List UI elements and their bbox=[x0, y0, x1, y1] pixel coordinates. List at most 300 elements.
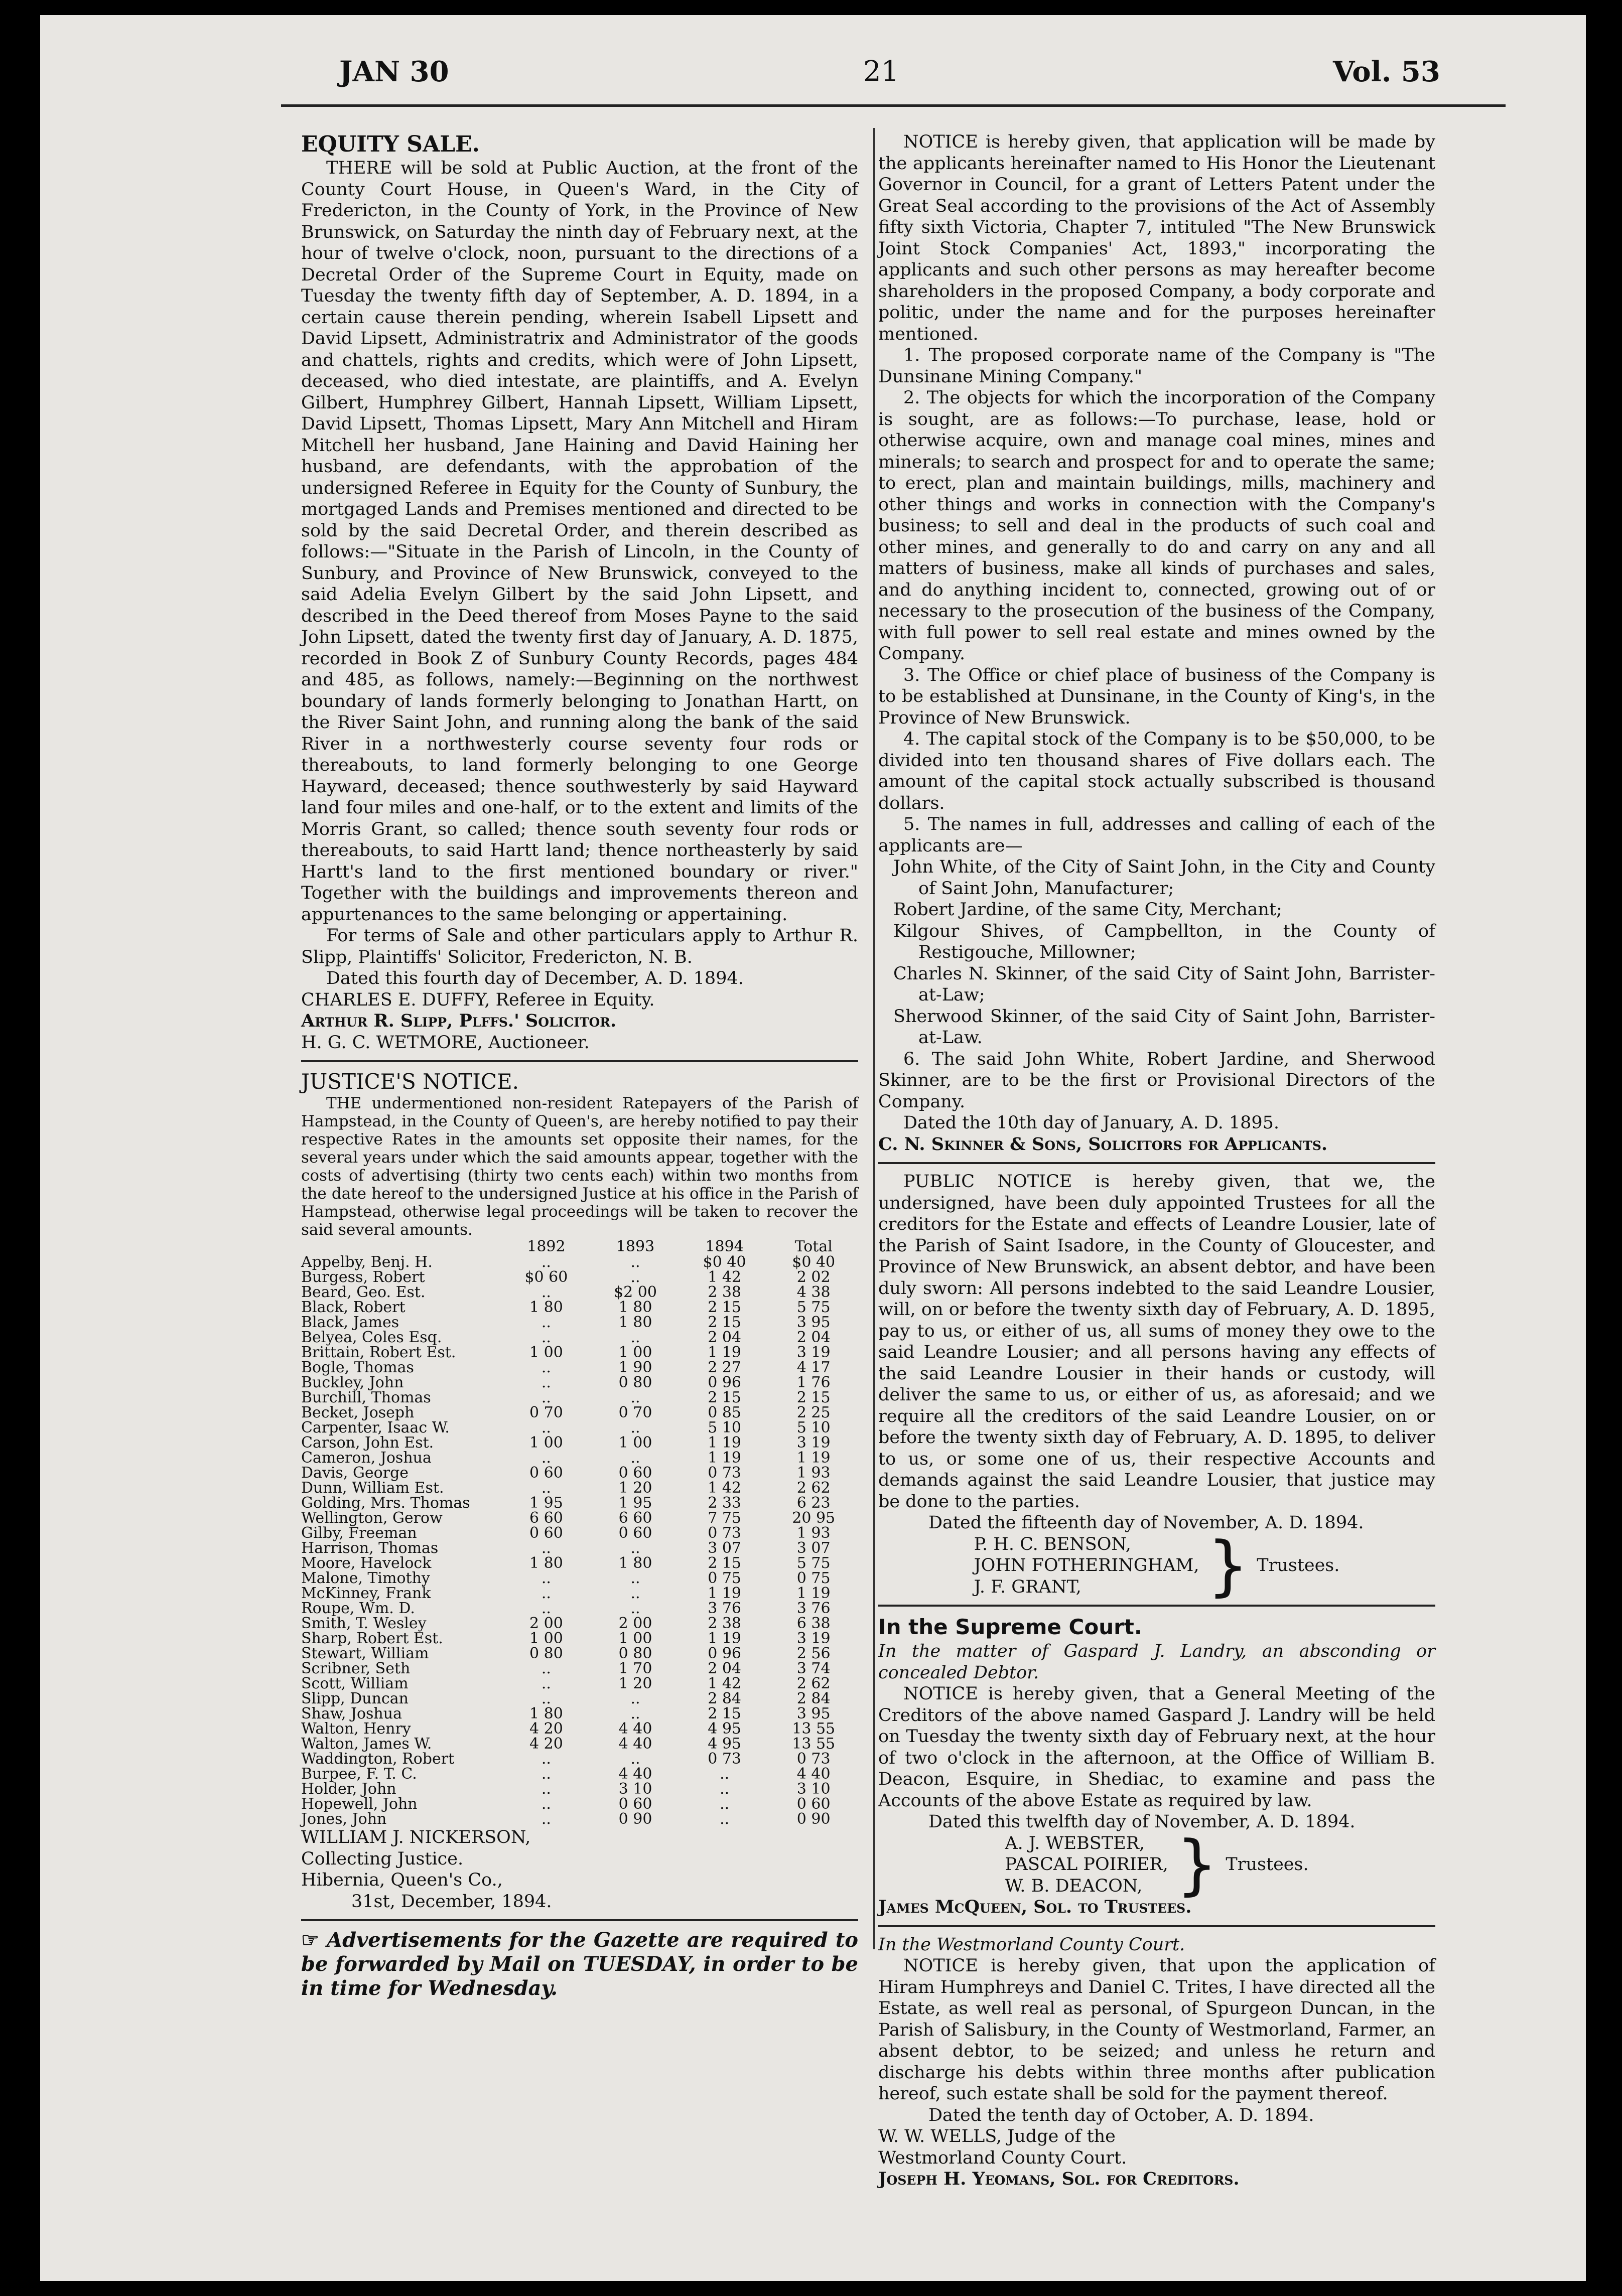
rate-amount: $2 00 bbox=[614, 1283, 657, 1301]
supreme-court-body: NOTICE is hereby given, that a General Meeting of the Creditors of the above named Gaspard J. Landry will be held on Tuesday the twenty sixth day of February next, at the hour of two o'clock in the afternoon, at the Office of William B. Deacon, Esquire, in Shediac, to examine and pass the Accounts of the above Estate as required by law. bbox=[878, 1684, 1435, 1811]
rate-amount: 5 10 bbox=[796, 1419, 831, 1437]
ratepayer-name: Buckley, John bbox=[301, 1374, 404, 1391]
equity-sale-solicitor: Arthur R. Slipp, Plffs.' Solicitor. bbox=[301, 1011, 617, 1031]
rate-amount: 1 19 bbox=[796, 1449, 831, 1467]
rate-amount: 3 76 bbox=[796, 1600, 831, 1617]
rate-amount: 7 75 bbox=[708, 1509, 741, 1527]
trustee-name: JOHN FOTHERINGHAM, bbox=[974, 1555, 1199, 1575]
justice-date: 31st, December, 1894. bbox=[351, 1891, 552, 1912]
rate-amount: .. bbox=[541, 1690, 551, 1707]
ratepayer-name: Appelby, Benj. H. bbox=[301, 1253, 433, 1271]
ratepayer-name: Brittain, Robert Est. bbox=[301, 1344, 456, 1361]
rates-row bbox=[301, 1511, 858, 1526]
rate-amount: .. bbox=[630, 1585, 640, 1602]
rate-amount: .. bbox=[630, 1419, 640, 1437]
rate-amount: 2 15 bbox=[796, 1389, 831, 1406]
ratepayer-name: Golding, Mrs. Thomas bbox=[301, 1494, 470, 1512]
rate-amount: .. bbox=[630, 1750, 640, 1768]
rates-header-1892: 1892 bbox=[527, 1238, 566, 1255]
supreme-court-solicitor: James McQueen, Sol. to Trustees. bbox=[878, 1897, 1192, 1917]
rate-amount: 0 90 bbox=[796, 1810, 831, 1828]
justice-notice bbox=[301, 1069, 858, 1912]
brace-icon: } bbox=[1176, 1826, 1218, 1903]
rate-amount: 1 90 bbox=[618, 1359, 652, 1376]
rate-amount: .. bbox=[541, 1795, 551, 1813]
rate-amount: .. bbox=[720, 1795, 730, 1813]
ratepayer-name: Burpee, F. T. C. bbox=[301, 1765, 417, 1783]
rate-amount: .. bbox=[541, 1329, 551, 1346]
ratepayer-name: Shaw, Joshua bbox=[301, 1705, 402, 1723]
trustee-name: J. F. GRANT, bbox=[974, 1576, 1082, 1597]
advertising-notice bbox=[301, 1928, 858, 2000]
ratepayer-name: Scribner, Seth bbox=[301, 1660, 411, 1677]
rate-amount: 1 00 bbox=[529, 1630, 563, 1647]
rates-row bbox=[301, 1721, 858, 1737]
rate-amount: 6 60 bbox=[618, 1509, 652, 1527]
applicant-entry: John White, of the City of Saint John, in the City and County of Saint John, Manufacturer; bbox=[893, 857, 1435, 899]
rate-amount: 2 00 bbox=[529, 1615, 563, 1632]
rate-amount: 0 96 bbox=[708, 1645, 741, 1662]
justice-signer-title: Collecting Justice. bbox=[301, 1848, 464, 1869]
rate-amount: 4 17 bbox=[796, 1359, 831, 1376]
rate-amount: .. bbox=[541, 1283, 551, 1301]
rates-row bbox=[301, 1571, 858, 1586]
rate-amount: 0 96 bbox=[708, 1374, 741, 1391]
ratepayer-name: Becket, Joseph bbox=[301, 1404, 415, 1421]
rate-amount: 2 84 bbox=[708, 1690, 741, 1707]
justice-notice-title: JUSTICE'S NOTICE. bbox=[301, 1069, 519, 1094]
rate-amount: 2 02 bbox=[796, 1268, 831, 1286]
issue-date: JAN 30 bbox=[339, 55, 449, 88]
rates-row bbox=[301, 1270, 858, 1285]
ratepayer-name: Smith, T. Wesley bbox=[301, 1615, 427, 1632]
dunsinane-intro: NOTICE is hereby given, that application will be made by the applicants hereinafter named to His Honor the Lieutenant Governor in Council, for a grant of Letters Patent under the Great Seal according to the provisions of the Act of Assembly fifty sixth Victoria, Chapter 7, intituled "The New Brunswick Joint Stock Companies' Act, 1893," incorporating the applicants and such other persons as may hereafter become shareholders in the proposed Company, a body corporate and politic, under the name and for the purposes hereinafter mentioned. bbox=[878, 132, 1435, 344]
rates-row bbox=[301, 1556, 858, 1571]
westmorland-court: Westmorland County Court. bbox=[878, 2147, 1127, 2168]
rate-amount: 4 20 bbox=[529, 1720, 563, 1738]
rates-header-row bbox=[301, 1239, 858, 1255]
rates-row bbox=[301, 1691, 858, 1706]
rate-amount: .. bbox=[630, 1705, 640, 1723]
rate-amount: .. bbox=[541, 1810, 551, 1828]
rate-amount: 0 70 bbox=[618, 1404, 652, 1421]
rate-amount: .. bbox=[541, 1359, 551, 1376]
rate-amount: 1 95 bbox=[529, 1494, 563, 1512]
rate-amount: 20 95 bbox=[792, 1509, 836, 1527]
ratepayer-name: Dunn, William Est. bbox=[301, 1479, 444, 1497]
rate-amount: 1 93 bbox=[796, 1464, 831, 1482]
rate-amount: .. bbox=[541, 1374, 551, 1391]
rate-amount: 4 40 bbox=[618, 1765, 652, 1783]
section-rule bbox=[878, 1925, 1435, 1927]
rate-amount: 4 40 bbox=[796, 1765, 831, 1783]
supreme-trustees-block bbox=[878, 1826, 1435, 1903]
rate-amount: .. bbox=[541, 1419, 551, 1437]
pointing-hand-icon: ☞ bbox=[301, 1928, 327, 1952]
equity-sale-body: THERE will be sold at Public Auction, at the front of the County Court House, in Queen's Ward, in the City of Fredericton, in the County of York, in the Province of New Brunswick, on Saturday the ninth day of February next, at the hour of twelve o'clock, noon, pursuant to the directions of a Decretal Order of the Supreme Court in Equity, made on Tuesday the twenty fifth day of September, A. D. 1894, in a certain cause therein pending, wherein Isabell Lipsett and David Lipsett, Administratrix and Administrator of the goods and chattels, rights and credits, which were of John Lipsett, deceased, who died intestate, are plaintiffs, and A. Evelyn Gilbert, Humphrey Gilbert, Hannah Lipsett, William Lipsett, David Lipsett, Thomas Lipsett, Mary Ann Mitchell and Hiram Mitchell her husband, Jane Haining and David Haining her husband, are defendants, with the approbation of the undersigned Referee in Equity for the County of Sunbury, the mortgaged Lands and Premises mentioned and directed to be sold by the said Decretal Order, and therein described as follows:—"Situate in the Parish of Lincoln, in the County of Sunbury, and Province of New Brunswick, conveyed to the said Adelia Evelyn Gilbert by the said John Lipsett, and described in the Deed thereof from Moses Payne to the said John Lipsett, dated the twenty first day of January, A. D. 1875, recorded in Book Z of Sunbury County Records, pages 484 and 485, as follows, namely:—Beginning on the northwest boundary of lands formerly belonging to Jonathan Hartt, on the River Saint John, and running along the bank of the said River in a northwesterly course seventy four rods or thereabouts, to land formerly belonging to one George Hayward, deceased; thence southwesterly by said Hayward land four miles and one-half, or to the extent and limits of the Morris Grant, so called; thence south seventy four rods or thereabouts, to said Hartt land; thence northeasterly by said Hartt's land to the first mentioned boundary or river." Together with the buildings and improvements thereon and appurtenances to the same belonging or appertaining. bbox=[301, 158, 858, 925]
rates-row bbox=[301, 1451, 858, 1466]
rate-amount: 2 38 bbox=[708, 1283, 741, 1301]
rates-row bbox=[301, 1420, 858, 1436]
rates-row bbox=[301, 1285, 858, 1300]
ratepayer-name: Roupe, Wm. D. bbox=[301, 1600, 415, 1617]
rates-row bbox=[301, 1541, 858, 1556]
ratepayer-name: Sharp, Robert Est. bbox=[301, 1630, 443, 1647]
rate-amount: 1 19 bbox=[708, 1344, 741, 1361]
rate-amount: .. bbox=[541, 1314, 551, 1331]
section-rule bbox=[878, 1162, 1435, 1164]
applicant-entry: Charles N. Skinner, of the said City of Saint John, Barrister-at-Law; bbox=[893, 963, 1435, 1005]
ratepayer-name: Bogle, Thomas bbox=[301, 1359, 414, 1376]
rate-amount: .. bbox=[630, 1690, 640, 1707]
rate-amount: 0 60 bbox=[529, 1464, 563, 1482]
ratepayer-name: Gilby, Freeman bbox=[301, 1524, 417, 1542]
rate-amount: .. bbox=[541, 1750, 551, 1768]
rates-row bbox=[301, 1586, 858, 1601]
rates-row bbox=[301, 1300, 858, 1315]
dunsinane-solicitors: C. N. Skinner & Sons, Solicitors for Applicants. bbox=[878, 1133, 1328, 1155]
rates-row bbox=[301, 1526, 858, 1541]
westmorland-dated: Dated the tenth day of October, A. D. 1894. bbox=[928, 2105, 1314, 2125]
rate-amount: .. bbox=[541, 1780, 551, 1798]
rates-row bbox=[301, 1466, 858, 1481]
rate-amount: .. bbox=[630, 1569, 640, 1587]
rates-row bbox=[301, 1706, 858, 1721]
rate-amount: .. bbox=[630, 1329, 640, 1346]
rate-amount: 2 27 bbox=[708, 1359, 741, 1376]
rate-amount: 3 10 bbox=[796, 1780, 831, 1798]
applicant-entry: Robert Jardine, of the same City, Merchant; bbox=[893, 900, 1282, 920]
rate-amount: 6 60 bbox=[529, 1509, 563, 1527]
rate-amount: 0 90 bbox=[618, 1810, 652, 1828]
right-column bbox=[878, 131, 1435, 2190]
rate-amount: .. bbox=[630, 1253, 640, 1271]
rate-amount: $0 40 bbox=[703, 1253, 746, 1271]
rate-amount: 4 38 bbox=[796, 1283, 831, 1301]
rates-row bbox=[301, 1481, 858, 1496]
ratepayer-name: Carpenter, Isaac W. bbox=[301, 1419, 450, 1437]
rate-amount: 0 60 bbox=[529, 1524, 563, 1542]
rate-amount: .. bbox=[630, 1449, 640, 1467]
ratepayer-name: Hopewell, John bbox=[301, 1795, 418, 1813]
dunsinane-item-6: 6. The said John White, Robert Jardine, and Sherwood Skinner, are to be the first or Provisional Directors of the Company. bbox=[878, 1049, 1435, 1112]
rate-amount: 0 60 bbox=[796, 1795, 831, 1813]
dunsinane-item-1: 1. The proposed corporate name of the Company is "The Dunsinane Mining Company." bbox=[878, 345, 1435, 387]
ratepayer-name: Black, Robert bbox=[301, 1299, 405, 1316]
ratepayer-name: Walton, Henry bbox=[301, 1720, 411, 1738]
trustees-label: Trustees. bbox=[1226, 1854, 1309, 1875]
ratepayer-name: Black, James bbox=[301, 1314, 399, 1331]
rate-amount: 1 19 bbox=[708, 1434, 741, 1452]
rate-amount: $0 60 bbox=[524, 1268, 568, 1286]
rate-amount: 3 95 bbox=[796, 1314, 831, 1331]
rate-amount: 1 20 bbox=[618, 1675, 652, 1692]
rates-row bbox=[301, 1737, 858, 1752]
ratepayer-name: Waddington, Robert bbox=[301, 1750, 455, 1768]
ratepayer-name: Harrison, Thomas bbox=[301, 1539, 439, 1557]
rate-amount: .. bbox=[541, 1585, 551, 1602]
rate-amount: 2 38 bbox=[708, 1615, 741, 1632]
ratepayer-name: Beard, Geo. Est. bbox=[301, 1283, 426, 1301]
westmorland-court-notice bbox=[878, 1934, 1435, 2190]
dunsinane-dated: Dated the 10th day of January, A. D. 1895. bbox=[903, 1113, 1280, 1133]
applicant-entry: Sherwood Skinner, of the said City of Saint John, Barrister-at-Law. bbox=[893, 1006, 1435, 1048]
rate-amount: 0 85 bbox=[708, 1404, 741, 1421]
rates-row bbox=[301, 1616, 858, 1631]
ratepayer-name: Davis, George bbox=[301, 1464, 409, 1482]
trustee-name: W. B. DEACON, bbox=[1005, 1876, 1143, 1896]
rate-amount: 2 84 bbox=[796, 1690, 831, 1707]
ratepayer-name: Wellington, Gerow bbox=[301, 1509, 443, 1527]
justice-signer: WILLIAM J. NICKERSON, bbox=[301, 1827, 531, 1847]
trustee-name: A. J. WEBSTER, bbox=[1005, 1833, 1145, 1853]
rates-row bbox=[301, 1330, 858, 1345]
rate-amount: .. bbox=[541, 1600, 551, 1617]
rate-amount: 2 15 bbox=[708, 1389, 741, 1406]
rate-amount: 0 80 bbox=[618, 1374, 652, 1391]
volume-number: Vol. 53 bbox=[1333, 55, 1440, 88]
rates-header-1894: 1894 bbox=[705, 1238, 744, 1255]
rate-amount: 1 80 bbox=[529, 1554, 563, 1572]
rate-amount: .. bbox=[541, 1569, 551, 1587]
rate-amount: 1 80 bbox=[618, 1314, 652, 1331]
rate-amount: 1 00 bbox=[529, 1434, 563, 1452]
rate-amount: .. bbox=[541, 1539, 551, 1557]
justice-notice-body: THE undermentioned non-resident Ratepayers of the Parish of Hampstead, in the County of Queen's, are hereby notified to pay their respective Rates in the amounts set opposite their names, for the several years under which the said amounts appear, together with the costs of advertising (thirty two cents each) within two months from the date hereof to the undersigned Justice at his office in the Parish of Hampstead, otherwise legal proceedings will be taken to recover the said several amounts. bbox=[301, 1094, 858, 1239]
rates-row bbox=[301, 1315, 858, 1330]
rate-amount: 13 55 bbox=[792, 1735, 836, 1753]
rates-row bbox=[301, 1631, 858, 1646]
rate-amount: 1 19 bbox=[708, 1630, 741, 1647]
rate-amount: 5 75 bbox=[796, 1554, 831, 1572]
rates-header-name bbox=[301, 1239, 502, 1255]
lousier-dated: Dated the fifteenth day of November, A. D. 1894. bbox=[928, 1513, 1364, 1533]
rate-amount: 0 73 bbox=[708, 1464, 741, 1482]
rates-header-total: Total bbox=[794, 1238, 833, 1255]
rate-amount: 1 00 bbox=[618, 1434, 652, 1452]
rate-amount: 4 20 bbox=[529, 1735, 563, 1753]
rate-amount: 1 00 bbox=[618, 1630, 652, 1647]
rates-row bbox=[301, 1255, 858, 1270]
rate-amount: 4 40 bbox=[618, 1735, 652, 1753]
rate-amount: 1 20 bbox=[618, 1479, 652, 1497]
page-number: 21 bbox=[863, 55, 899, 88]
section-rule bbox=[301, 1919, 858, 1921]
rate-amount: 2 15 bbox=[708, 1299, 741, 1316]
supreme-court-title: In the Supreme Court. bbox=[878, 1615, 1142, 1639]
rates-row bbox=[301, 1345, 858, 1360]
rate-amount: 3 07 bbox=[796, 1539, 831, 1557]
section-rule bbox=[301, 1060, 858, 1062]
rates-table bbox=[301, 1239, 858, 1827]
lousier-trustees-notice bbox=[878, 1171, 1435, 1604]
ratepayer-name: Malone, Timothy bbox=[301, 1569, 430, 1587]
rate-amount: 2 15 bbox=[708, 1314, 741, 1331]
rate-amount: 3 76 bbox=[708, 1600, 741, 1617]
equity-sale-terms: For terms of Sale and other particulars apply to Arthur R. Slipp, Plaintiffs' Solicitor, Fredericton, N. B. bbox=[301, 926, 858, 967]
ratepayer-name: Slipp, Duncan bbox=[301, 1690, 409, 1707]
rates-row bbox=[301, 1496, 858, 1511]
rate-amount: 2 00 bbox=[618, 1615, 652, 1632]
rate-amount: .. bbox=[541, 1389, 551, 1406]
trustees-label: Trustees. bbox=[1257, 1555, 1340, 1575]
ratepayer-name: Jones, John bbox=[301, 1810, 387, 1828]
rate-amount: 0 60 bbox=[618, 1524, 652, 1542]
rates-row bbox=[301, 1601, 858, 1616]
rates-header-1893: 1893 bbox=[616, 1238, 655, 1255]
dunsinane-company-notice bbox=[878, 131, 1435, 1155]
rates-row bbox=[301, 1436, 858, 1451]
rates-row bbox=[301, 1767, 858, 1782]
rate-amount: 0 73 bbox=[708, 1750, 741, 1768]
ratepayer-name: McKinney, Frank bbox=[301, 1585, 431, 1602]
brace-icon: } bbox=[1207, 1527, 1249, 1604]
applicant-entry: Kilgour Shives, of Campbellton, in the County of Restigouche, Millowner; bbox=[893, 921, 1435, 962]
rate-amount: 0 73 bbox=[708, 1524, 741, 1542]
lousier-body: PUBLIC NOTICE is hereby given, that we, the undersigned, have been duly appointed Trustees for all the creditors for the Estate and effects of Leandre Lousier, late of the Parish of Saint Isadore, in the County of Gloucester, and Province of New Brunswick, an absent debtor, and have been duly sworn: All persons indebted to the said Leandre Lousier, will, on or before the twenty sixth day of February, A. D. 1895, pay to us, or either of us, all sums of money they owe to the said Leandre Lousier; and all persons having any effects of the said Leandre Lousier in their hands or custody, will deliver the same to us, or either of us, as aforesaid; and we require all the creditors of the said Leandre Lousier, on or before the twenty sixth day of February, A. D. 1895, to deliver to us, or some one of us, their respective Accounts and demands against the said Leandre Lousier, that justice may be done to the parties. bbox=[878, 1172, 1435, 1512]
rate-amount: 3 07 bbox=[708, 1539, 741, 1557]
supreme-court-subtitle: In the matter of Gaspard J. Landry, an absconding or concealed Debtor. bbox=[878, 1641, 1435, 1683]
rates-row bbox=[301, 1360, 858, 1375]
rate-amount: 2 56 bbox=[796, 1645, 831, 1662]
rate-amount: 1 76 bbox=[796, 1374, 831, 1391]
rate-amount: 1 80 bbox=[529, 1705, 563, 1723]
rate-amount: 3 10 bbox=[618, 1780, 652, 1798]
rate-amount: 2 62 bbox=[796, 1675, 831, 1692]
rate-amount: 0 80 bbox=[529, 1645, 563, 1662]
rate-amount: 3 74 bbox=[796, 1660, 831, 1677]
rate-amount: 1 95 bbox=[618, 1494, 652, 1512]
rate-amount: 6 38 bbox=[796, 1615, 831, 1632]
rates-row bbox=[301, 1390, 858, 1405]
dunsinane-item-3: 3. The Office or chief place of business of the Company is to be established at Dunsinane, in the County of King's, in the Province of New Brunswick. bbox=[878, 665, 1435, 728]
header-rule bbox=[281, 104, 1506, 107]
rate-amount: .. bbox=[630, 1600, 640, 1617]
rate-amount: 2 15 bbox=[708, 1554, 741, 1572]
rates-row bbox=[301, 1797, 858, 1812]
rates-row bbox=[301, 1405, 858, 1420]
dunsinane-item-5: 5. The names in full, addresses and calling of each of the applicants are— bbox=[878, 814, 1435, 856]
supreme-court-dated: Dated this twelfth day of November, A. D. 1894. bbox=[928, 1812, 1356, 1832]
rate-amount: 3 19 bbox=[796, 1344, 831, 1361]
westmorland-body: NOTICE is hereby given, that upon the application of Hiram Humphreys and Daniel C. Trites, I have directed all the Estate, as well real as personal, of Spurgeon Duncan, in the Parish of Salisbury, in the County of Westmorland, Farmer, an absent debtor, to be seized; and unless he return and discharge his debts within three months after publication hereof, such estate shall be sold for the payment thereof. bbox=[878, 1956, 1435, 2104]
rate-amount: .. bbox=[720, 1780, 730, 1798]
equity-sale-dated: Dated this fourth day of December, A. D. 1894. bbox=[326, 968, 744, 988]
rate-amount: 1 80 bbox=[618, 1554, 652, 1572]
ratepayer-name: Cameron, Joshua bbox=[301, 1449, 432, 1467]
rate-amount: 5 75 bbox=[796, 1299, 831, 1316]
trustee-name: PASCAL POIRIER, bbox=[1005, 1854, 1168, 1875]
rate-amount: 4 95 bbox=[708, 1735, 741, 1753]
rate-amount: .. bbox=[720, 1810, 730, 1828]
rate-amount: .. bbox=[541, 1253, 551, 1271]
ratepayer-name: Stewart, William bbox=[301, 1645, 429, 1662]
rate-amount: 4 40 bbox=[618, 1720, 652, 1738]
trustee-name: P. H. C. BENSON, bbox=[974, 1534, 1131, 1554]
rate-amount: 1 19 bbox=[708, 1449, 741, 1467]
rate-amount: 1 19 bbox=[796, 1585, 831, 1602]
dunsinane-item-4: 4. The capital stock of the Company is to be $50,000, to be divided into ten thousand shares of Five dollars each. The amount of the capital stock actually subscribed is thousand dollars. bbox=[878, 729, 1435, 813]
ratepayer-name: Holder, John bbox=[301, 1780, 396, 1798]
rate-amount: 0 70 bbox=[529, 1404, 563, 1421]
rate-amount: 2 04 bbox=[708, 1329, 741, 1346]
equity-sale-title: EQUITY SALE. bbox=[301, 131, 480, 157]
left-column bbox=[301, 131, 858, 2000]
rate-amount: 0 75 bbox=[708, 1569, 741, 1587]
ratepayer-name: Burgess, Robert bbox=[301, 1268, 425, 1286]
rate-amount: 0 75 bbox=[796, 1569, 831, 1587]
equity-sale-referee: CHARLES E. DUFFY, Referee in Equity. bbox=[301, 989, 655, 1010]
rates-row bbox=[301, 1812, 858, 1827]
rate-amount: .. bbox=[630, 1268, 640, 1286]
rate-amount: 3 95 bbox=[796, 1705, 831, 1723]
rate-amount: 1 42 bbox=[708, 1479, 741, 1497]
westmorland-title: In the Westmorland County Court. bbox=[878, 1934, 1185, 1955]
rate-amount: 0 73 bbox=[796, 1750, 831, 1768]
equity-sale-notice bbox=[301, 131, 858, 1053]
rate-amount: $0 40 bbox=[792, 1253, 836, 1271]
rate-amount: 0 60 bbox=[618, 1795, 652, 1813]
equity-sale-auctioneer: H. G. C. WETMORE, Auctioneer. bbox=[301, 1032, 590, 1053]
ratepayer-name: Burchill, Thomas bbox=[301, 1389, 431, 1406]
rate-amount: 2 25 bbox=[796, 1404, 831, 1421]
rate-amount: .. bbox=[720, 1765, 730, 1783]
ratepayer-name: Carson, John Est. bbox=[301, 1434, 434, 1452]
rate-amount: 2 33 bbox=[708, 1494, 741, 1512]
rate-amount: 2 62 bbox=[796, 1479, 831, 1497]
ratepayer-name: Scott, William bbox=[301, 1675, 409, 1692]
rates-row bbox=[301, 1375, 858, 1390]
rate-amount: .. bbox=[541, 1479, 551, 1497]
rate-amount: 1 19 bbox=[708, 1585, 741, 1602]
rate-amount: 5 10 bbox=[708, 1419, 741, 1437]
rate-amount: 1 42 bbox=[708, 1268, 741, 1286]
rate-amount: .. bbox=[541, 1449, 551, 1467]
rate-amount: .. bbox=[630, 1539, 640, 1557]
rate-amount: 2 04 bbox=[796, 1329, 831, 1346]
rates-row bbox=[301, 1661, 858, 1676]
rate-amount: 1 00 bbox=[529, 1344, 563, 1361]
rate-amount: 1 80 bbox=[529, 1299, 563, 1316]
rate-amount: .. bbox=[630, 1389, 640, 1406]
rate-amount: 0 60 bbox=[618, 1464, 652, 1482]
rate-amount: 1 70 bbox=[618, 1660, 652, 1677]
ratepayer-name: Moore, Havelock bbox=[301, 1554, 432, 1572]
lousier-trustees-block bbox=[878, 1527, 1435, 1604]
rate-amount: 3 19 bbox=[796, 1434, 831, 1452]
rate-amount: 13 55 bbox=[792, 1720, 836, 1738]
rate-amount: 2 04 bbox=[708, 1660, 741, 1677]
rate-amount: 1 93 bbox=[796, 1524, 831, 1542]
ratepayer-name: Belyea, Coles Esq. bbox=[301, 1329, 442, 1346]
rate-amount: .. bbox=[541, 1765, 551, 1783]
advertising-notice-text: Advertisements for the Gazette are required to be forwarded by Mail on TUESDAY, in order to be in time for Wednesday. bbox=[301, 1928, 858, 2000]
rates-row bbox=[301, 1782, 858, 1797]
rate-amount: 6 23 bbox=[796, 1494, 831, 1512]
dunsinane-item-2: 2. The objects for which the incorporation of the Company is sought, are as follows:—To purchase, lease, hold or otherwise acquire, own and manage coal mines, mines and minerals; to search and prospect for and to operate the same; to erect, plan and maintain buildings, mills, machinery and other things and works in connection with the Company's business; to sell and deal in the products of such coal and other mines, and generally to do and carry on any and all matters of business, make all kinds of purchases and sales, and do anything incident to, connected, growing out of or necessary to the prosecution of the business of the Company, with full power to sell real estate and mines owned by the Company. bbox=[878, 388, 1435, 664]
rate-amount: 1 00 bbox=[618, 1344, 652, 1361]
section-rule bbox=[878, 1605, 1435, 1607]
rate-amount: 3 19 bbox=[796, 1630, 831, 1647]
supreme-court-notice bbox=[878, 1614, 1435, 1918]
rates-row bbox=[301, 1752, 858, 1767]
rate-amount: .. bbox=[541, 1660, 551, 1677]
rate-amount: 4 95 bbox=[708, 1720, 741, 1738]
rate-amount: 2 15 bbox=[708, 1705, 741, 1723]
rates-row bbox=[301, 1646, 858, 1661]
rate-amount: 1 42 bbox=[708, 1675, 741, 1692]
rate-amount: .. bbox=[541, 1675, 551, 1692]
